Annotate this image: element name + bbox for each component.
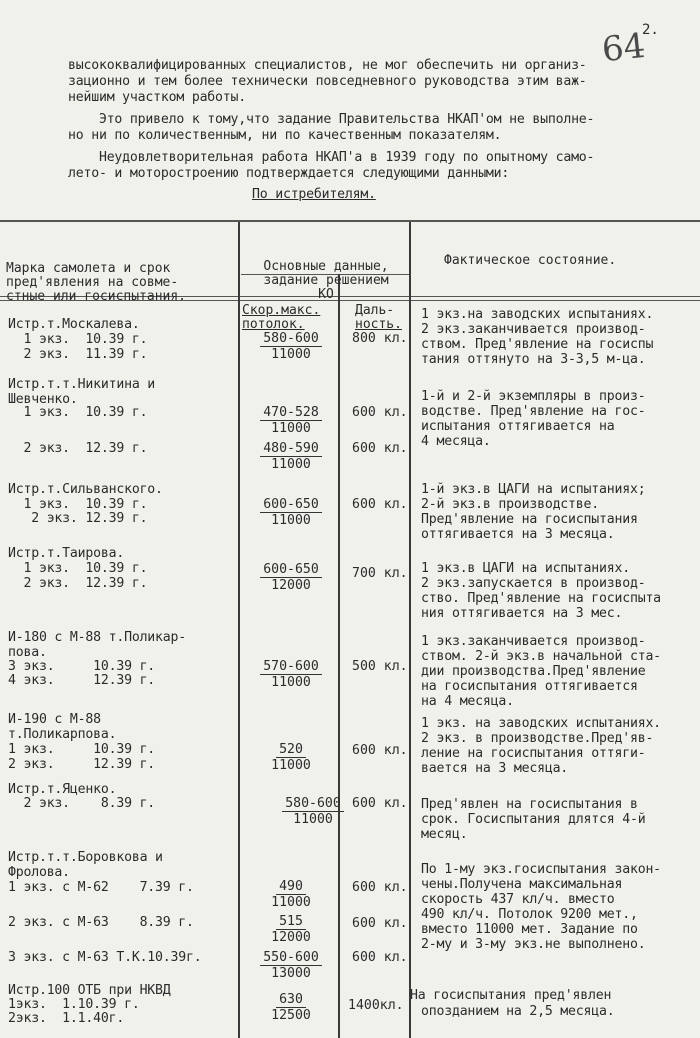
- intro-line: нейшим участком работы.: [68, 90, 247, 105]
- aircraft-name: Истр.т.т.Боровкова и: [8, 850, 163, 865]
- handwritten-page-number: 64: [600, 25, 648, 71]
- aircraft-name: Истр.т.Сильванского.: [8, 482, 163, 497]
- aircraft-item: 2 экз. 12.39 г.: [8, 757, 156, 772]
- aircraft-name: Фролова.: [8, 865, 70, 880]
- aircraft-item: 2 экз. 12.39 г.: [8, 511, 148, 526]
- intro-line: Неудовлетворительная работа НКАП'а в 1939 году по опытному само-: [68, 150, 595, 165]
- status-line: опозданием на 2,5 месяца.: [421, 1004, 615, 1019]
- aircraft-item: 1 экз. с М-62 7.39 г.: [8, 880, 194, 895]
- spec-range: 600 кл.: [352, 796, 408, 811]
- status-line: испытания оттягивается на: [421, 419, 615, 434]
- spec-speed-ceiling: $\frac{550-600}{13000}$: [252, 950, 330, 981]
- column-divider-1: [238, 222, 240, 1038]
- aircraft-name: И-180 с М-88 т.Поликар-: [8, 630, 187, 645]
- spec-range: 600 кл.: [352, 405, 408, 420]
- aircraft-item: 1 экз. 10.39 г.: [8, 742, 156, 757]
- spec-range: 600 кл.: [352, 916, 408, 931]
- spec-speed-ceiling: $\frac{470-528}{11000}$: [252, 405, 330, 436]
- status-line: вается на 3 месяца.: [421, 761, 569, 776]
- aircraft-name: И-190 с М-88: [8, 712, 101, 727]
- status-line: 1 экз.на заводских испытаниях.: [421, 307, 654, 322]
- aircraft-item: 1 экз. 10.39 г.: [8, 561, 148, 576]
- header-col2b: Даль- ность.: [355, 303, 402, 332]
- status-line: водстве. Пред'явление на гос-: [421, 404, 646, 419]
- spec-range: 500 кл.: [352, 659, 408, 674]
- spec-speed-ceiling: $\frac{630}{12500}$: [271, 992, 311, 1023]
- aircraft-item: 2экз. 1.1.40г.: [8, 1011, 125, 1026]
- status-line: По 1-му экз.госиспытания закон-: [421, 862, 661, 877]
- intro-line: зационно и тем более технически повседневного руководства этим важ-: [68, 74, 587, 89]
- status-line: тания оттянуто на 3-3,5 м-ца.: [421, 352, 646, 367]
- header-col1: Марка самолета и срок пред'явления на совме- стные или госиспытания.: [6, 261, 187, 304]
- status-line: 1 экз.заканчивается производ-: [421, 634, 646, 649]
- header-col2: Основные данные, задание решением КО: [263, 259, 389, 302]
- status-line: На госиспытания пред'явлен: [410, 988, 612, 1003]
- aircraft-name: Истр.т.Москалева.: [8, 317, 140, 332]
- status-line: 4 месяца.: [421, 434, 491, 449]
- status-line: ния оттягивается на 3 мес.: [421, 606, 623, 621]
- status-line: 2 экз.запускается в производ-: [421, 576, 646, 591]
- spec-range: 600 кл.: [352, 880, 408, 895]
- aircraft-item: 2 экз. 8.39 г.: [8, 796, 156, 811]
- status-line: 1 экз.в ЦАГИ на испытаниях.: [421, 561, 630, 576]
- column-divider-2: [338, 274, 340, 1038]
- spec-speed-ceiling: $\frac{580-600}{11000}$: [274, 796, 352, 827]
- aircraft-item: 3 экз. с М-63 Т.К.10.39г.: [8, 950, 202, 965]
- column-divider-3: [409, 222, 411, 1038]
- aircraft-item: 1 экз. 10.39 г.: [8, 497, 148, 512]
- aircraft-item: 1экз. 1.10.39 г.: [8, 997, 140, 1012]
- status-line: 2-й экз.в производстве.: [421, 497, 600, 512]
- status-line: 2-му и 3-му экз.не выполнено.: [421, 937, 646, 952]
- spec-range: 600 кл.: [352, 950, 408, 965]
- spec-range: 1400кл.: [348, 998, 404, 1013]
- aircraft-name: пова.: [8, 645, 47, 660]
- aircraft-item: 1 экз. 10.39 г.: [8, 332, 148, 347]
- aircraft-item: 2 экз. 11.39 г.: [8, 347, 148, 362]
- status-line: ство. Пред'явление на госиспыта: [421, 591, 661, 606]
- aircraft-name: Истр.т.т.Никитина и: [8, 377, 156, 392]
- aircraft-name: Истр.100 ОТБ при НКВД: [8, 983, 171, 998]
- aircraft-item: 2 экз. 12.39 г.: [8, 576, 148, 591]
- status-line: Пред'явление на госиспытания: [421, 512, 638, 527]
- status-line: Пред'явлен на госиспытания в: [421, 797, 638, 812]
- status-line: ством. 2-й экз.в начальной ста-: [421, 649, 661, 664]
- status-line: чены.Получена максимальная: [421, 877, 623, 892]
- spec-speed-ceiling: $\frac{480-590}{11000}$: [252, 441, 330, 472]
- spec-speed-ceiling: $\frac{520}{11000}$: [271, 742, 311, 773]
- header-col3: Фактическое состояние.: [444, 253, 617, 268]
- aircraft-name: т.Поликарпова.: [8, 727, 117, 742]
- intro-line: лето- и моторостроению подтверждается следующими данными:: [68, 166, 510, 181]
- spec-speed-ceiling: $\frac{570-600}{11000}$: [252, 659, 330, 690]
- aircraft-item: 4 экз. 12.39 г.: [8, 673, 156, 688]
- spec-range: 700 кл.: [352, 566, 408, 581]
- spec-range: 600 кл.: [352, 497, 408, 512]
- status-line: 1-й и 2-й экземпляры в произ-: [421, 389, 646, 404]
- status-line: оттягивается на 3 месяца.: [421, 527, 615, 542]
- status-line: срок. Госиспытания длятся 4-й: [421, 812, 646, 827]
- status-line: 2 экз.заканчивается производ-: [421, 322, 646, 337]
- status-line: 490 кл/ч. Потолок 9200 мет.,: [421, 907, 638, 922]
- aircraft-item: 2 экз. с М-63 8.39 г.: [8, 915, 194, 930]
- page-number: 2.: [642, 22, 659, 38]
- spec-range: 600 кл.: [352, 743, 408, 758]
- status-line: на 4 месяца.: [421, 694, 514, 709]
- table-top-rule: [0, 220, 700, 222]
- status-line: ление на госиспытания оттяги-: [421, 746, 646, 761]
- intro-line: Это привело к тому,что задание Правительства НКАП'ом не выполне-: [68, 112, 595, 127]
- status-line: 1-й экз.в ЦАГИ на испытаниях;: [421, 482, 646, 497]
- status-line: скорость 437 кл/ч. вместо: [421, 892, 615, 907]
- status-line: месяц.: [421, 827, 468, 842]
- header-col2a: Скор.макс. потолок.: [242, 303, 321, 332]
- spec-speed-ceiling: $\frac{490}{11000}$: [271, 879, 311, 910]
- spec-speed-ceiling: $\frac{600-650}{12000}$: [252, 562, 330, 593]
- status-line: на госиспытания оттягивается: [421, 679, 638, 694]
- aircraft-item: 3 экз. 10.39 г.: [8, 659, 156, 674]
- aircraft-name: Истр.т.Яценко.: [8, 782, 117, 797]
- spec-range: 800 кл.: [352, 331, 408, 346]
- section-title: По истребителям.: [252, 187, 376, 202]
- status-line: ством. Пред'явление на госиспы: [421, 337, 654, 352]
- spec-speed-ceiling: $\frac{515}{12000}$: [271, 914, 311, 945]
- intro-line: но ни по количественным, ни по качественным показателям.: [68, 128, 502, 143]
- spec-speed-ceiling: $\frac{600-650}{11000}$: [252, 497, 330, 528]
- aircraft-name: Истр.т.Таирова.: [8, 546, 125, 561]
- status-line: 1 экз. на заводских испытаниях.: [421, 716, 661, 731]
- intro-line: высококвалифицированных специалистов, не мог обеспечить ни организ-: [68, 58, 587, 73]
- aircraft-item: 1 экз. 10.39 г.: [8, 405, 148, 420]
- status-line: вместо 11000 мет. Задание по: [421, 922, 638, 937]
- spec-speed-ceiling: $\frac{580-600}{11000}$: [252, 331, 330, 362]
- status-line: дии производства.Пред'явление: [421, 664, 646, 679]
- aircraft-item: 2 экз. 12.39 г.: [8, 441, 148, 456]
- aircraft-name: Шевченко.: [8, 392, 78, 407]
- status-line: 2 экз. в производстве.Пред'яв-: [421, 731, 654, 746]
- spec-range: 600 кл.: [352, 441, 408, 456]
